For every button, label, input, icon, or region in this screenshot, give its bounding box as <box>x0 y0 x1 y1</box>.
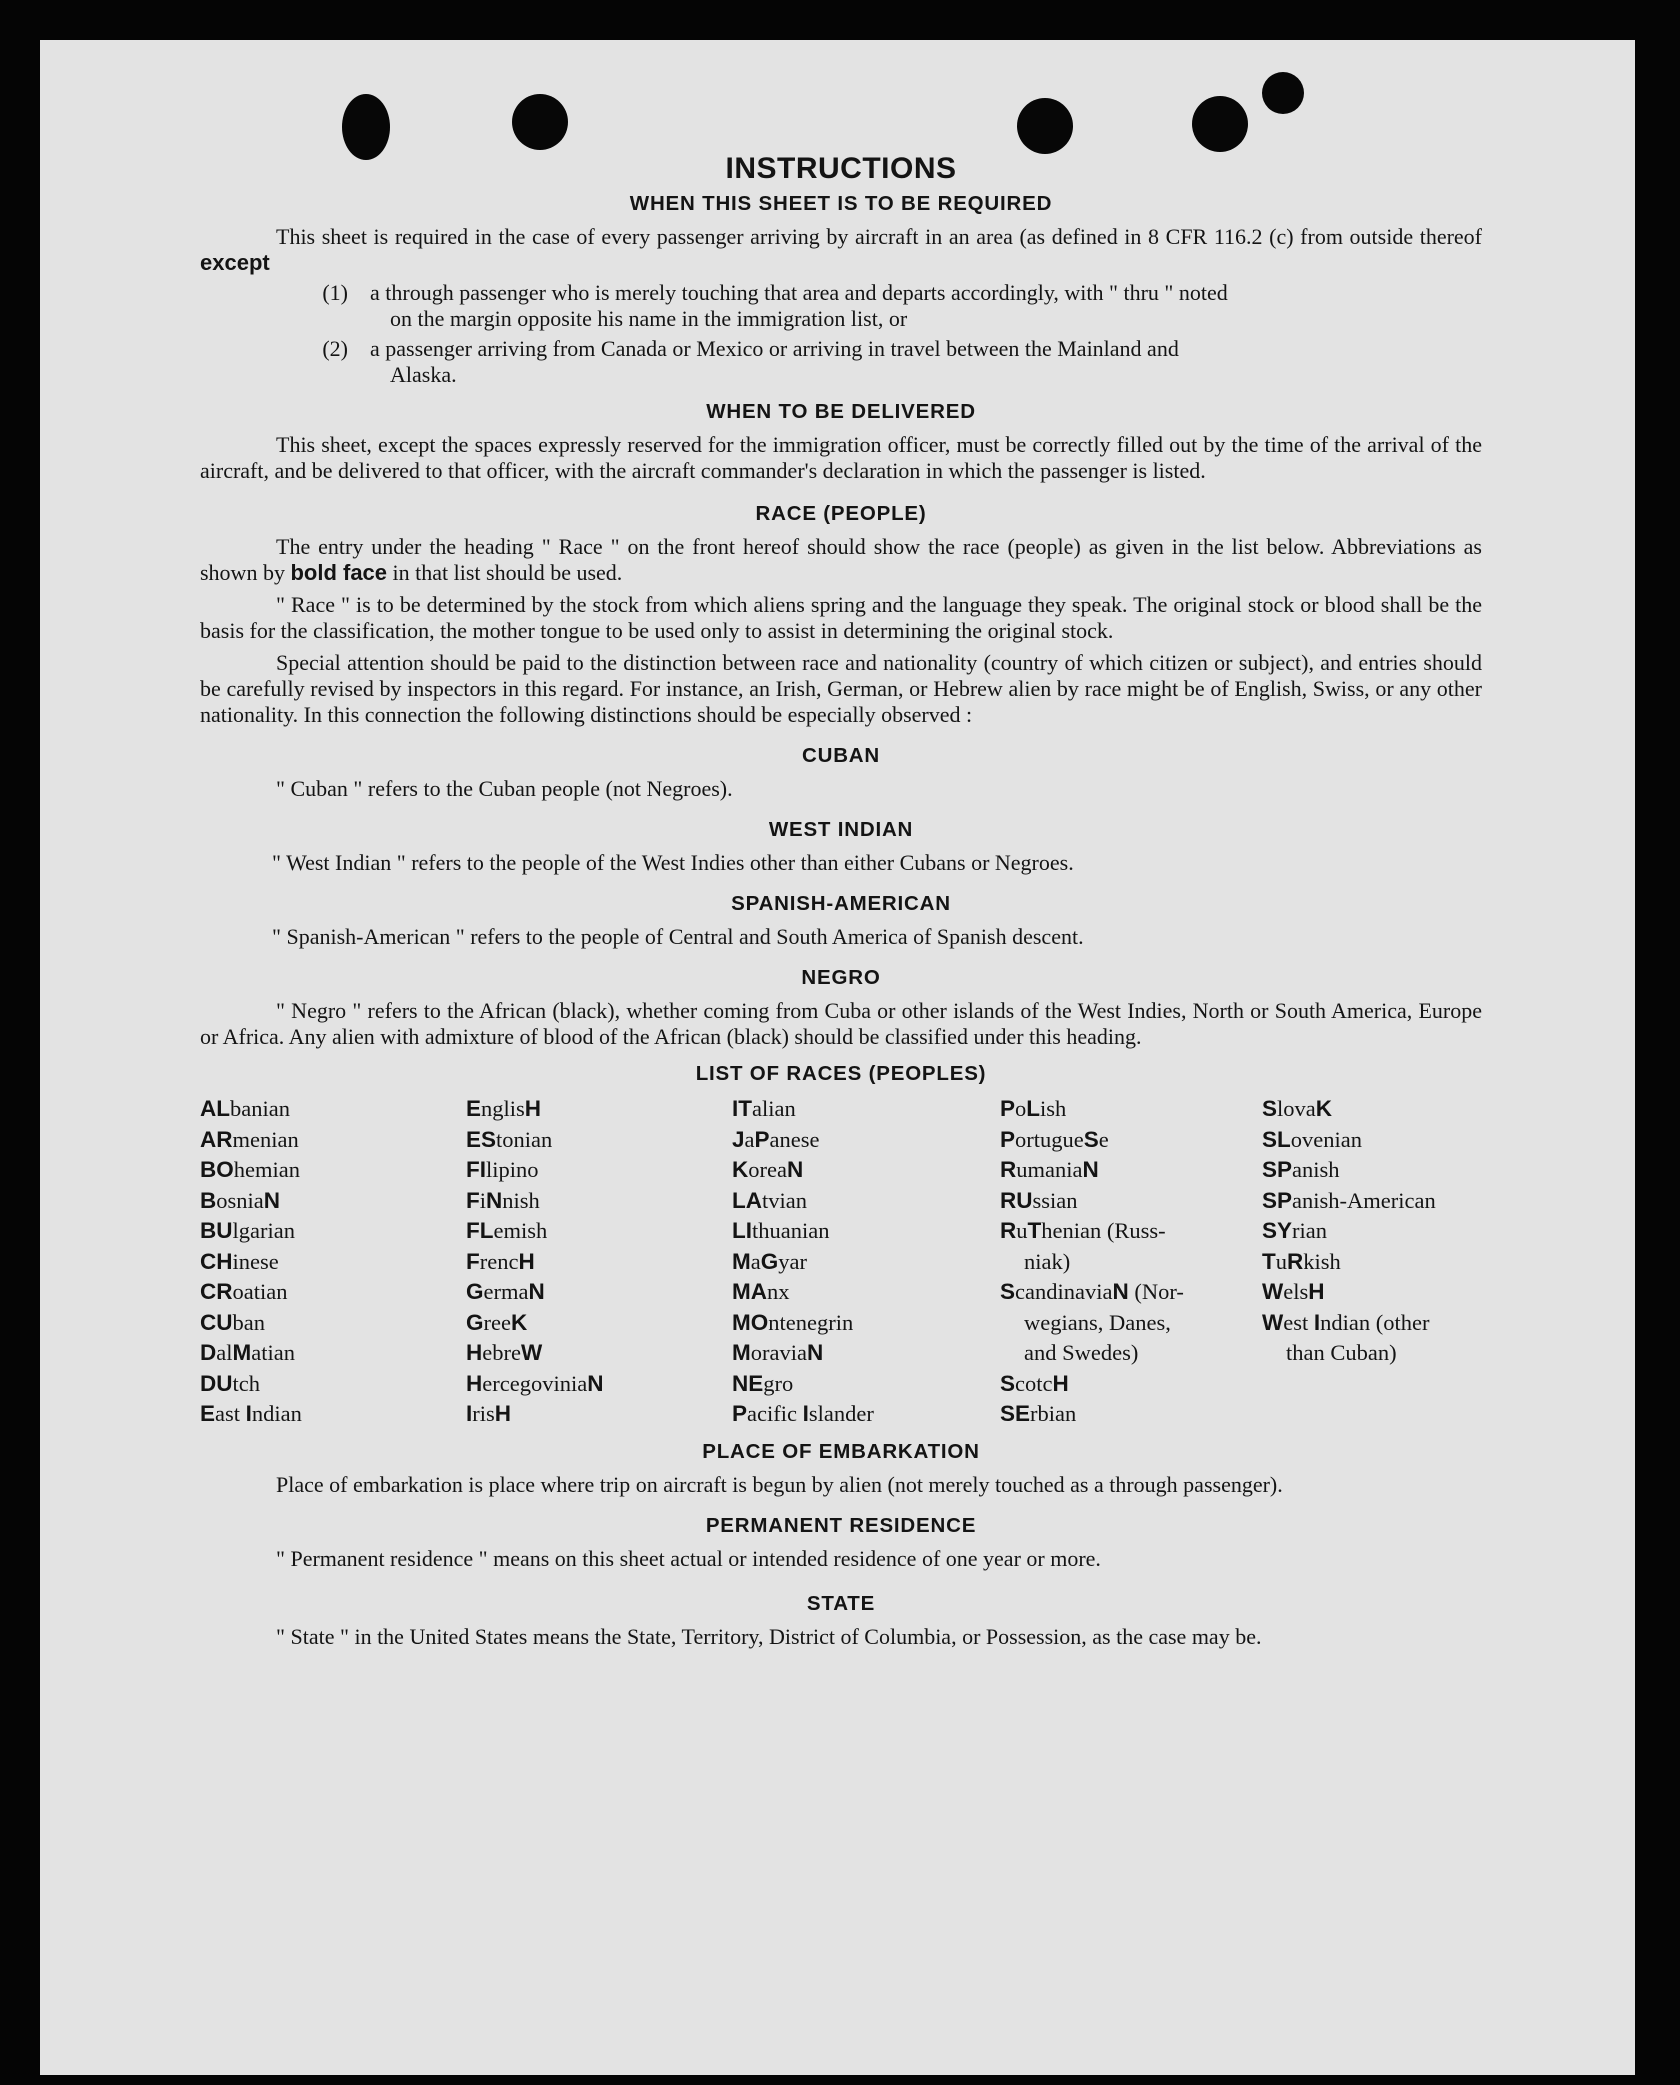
race-abbrev: I <box>1313 1309 1321 1335</box>
race-abbrev: R <box>1000 1218 1017 1243</box>
race-text: a <box>744 1126 755 1152</box>
race-entry <box>200 1186 466 1217</box>
race-text: ris <box>472 1401 495 1426</box>
race-abbrev: S <box>1000 1279 1016 1304</box>
race-text: acific <box>747 1401 803 1426</box>
race-column <box>200 1094 466 1430</box>
race-text: ast <box>215 1401 246 1426</box>
race-abbrev: J <box>732 1126 745 1152</box>
punch-hole <box>1017 98 1073 154</box>
race-text: e <box>1098 1126 1109 1152</box>
race-column <box>466 1094 732 1430</box>
race-abbrev: AL <box>200 1096 230 1121</box>
race-abbrev: MA <box>732 1279 767 1304</box>
race-entry <box>200 1094 466 1125</box>
paragraph: Special attention should be paid to the distinction between race and nationality (country of which citizen or subject), and entries should be carefully revised by inspectors in this regard. For instance, an Irish, German, or Hebrew alien by race might be of English, Swiss, or any other nationality. In this connection the following distinctions should be especially observed : <box>200 650 1482 727</box>
race-abbrev: AR <box>200 1126 233 1152</box>
list-item <box>200 280 1482 332</box>
race-entry <box>466 1155 732 1186</box>
paragraph: " Permanent residence " means on this sheet actual or intended residence of one year or more. <box>276 1545 1101 1571</box>
race-abbrev: I <box>802 1401 809 1426</box>
race-abbrev: N <box>1112 1279 1129 1304</box>
race-entry <box>466 1216 732 1247</box>
race-abbrev: CU <box>200 1309 233 1335</box>
race-abbrev: S <box>1000 1370 1016 1396</box>
race-column <box>1000 1094 1262 1430</box>
race-text: yar <box>778 1248 807 1274</box>
race-abbrev: F <box>466 1187 480 1213</box>
race-abbrev: P <box>732 1401 748 1426</box>
race-abbrev: P <box>1000 1096 1016 1121</box>
race-text: candinavia <box>1015 1279 1113 1304</box>
race-abbrev: N <box>486 1187 503 1213</box>
race-abbrev: RU <box>1000 1187 1033 1213</box>
race-abbrev: T <box>1027 1218 1042 1243</box>
race-text: els <box>1283 1279 1309 1304</box>
paragraph-text: in that list should be used. <box>392 560 623 585</box>
race-abbrev: SP <box>1262 1187 1293 1213</box>
race-abbrev: CH <box>200 1248 233 1274</box>
section-heading: LIST OF RACES (PEOPLES) <box>695 1062 987 1085</box>
race-text: u <box>1016 1218 1028 1243</box>
race-text: henian (Russ- <box>1041 1218 1166 1243</box>
race-abbrev: I <box>245 1401 252 1426</box>
item-line: a through passenger who is merely touching that area and departs accordingly, with " thru " noted <box>370 280 1228 305</box>
item-line: a passenger arriving from Canada or Mexico or arriving in travel between the Mainland and <box>370 336 1179 361</box>
paragraph: This sheet, except the spaces expressly reserved for the immigration officer, must be correctly filled out by the time of the arrival of the aircraft, and be delivered to that officer, with the aircraft commander's declaration in which the passenger is listed. <box>200 432 1482 483</box>
race-abbrev: H <box>524 1096 542 1121</box>
race-text: atian <box>251 1340 295 1365</box>
section-heading: SPANISH-AMERICAN <box>731 892 951 915</box>
race-abbrev: N <box>1082 1157 1099 1182</box>
race-text: tch <box>232 1370 260 1396</box>
race-text: nx <box>767 1279 790 1304</box>
race-entry <box>732 1186 1000 1217</box>
race-entry <box>1000 1125 1262 1156</box>
race-abbrev: SL <box>1262 1126 1291 1152</box>
race-text: lipino <box>486 1157 539 1182</box>
race-entry <box>1262 1125 1482 1156</box>
race-text: nish <box>502 1187 540 1213</box>
race-entry <box>1000 1186 1262 1217</box>
race-text: menian <box>232 1126 299 1152</box>
item-line: Alaska. <box>390 362 457 387</box>
race-abbrev: E <box>200 1401 216 1426</box>
race-entry <box>732 1125 1000 1156</box>
paragraph <box>200 534 1482 586</box>
race-abbrev: H <box>1308 1279 1325 1304</box>
race-text: ree <box>483 1309 511 1335</box>
race-text: anese <box>769 1126 820 1152</box>
race-entry <box>1000 1155 1262 1186</box>
race-abbrev: G <box>466 1279 484 1304</box>
race-abbrev: I <box>466 1401 473 1426</box>
race-entry <box>1000 1399 1262 1430</box>
race-abbrev: S <box>1083 1126 1099 1152</box>
race-entry <box>466 1369 732 1400</box>
race-text: lova <box>1277 1096 1316 1121</box>
race-text: renc <box>479 1248 519 1274</box>
race-text: rian <box>1292 1218 1327 1243</box>
section-heading: WHEN TO BE DELIVERED <box>706 400 976 423</box>
section-heading: WHEN THIS SHEET IS TO BE REQUIRED <box>629 192 1053 215</box>
paragraph: " Race " is to be determined by the stock from which aliens spring and the language they speak. The original stock or blood shall be the basis for the classification, the mother tongue to be used only to assist in determining the original stock. <box>200 592 1482 643</box>
race-abbrev: N <box>587 1370 604 1396</box>
race-abbrev: M <box>232 1340 252 1365</box>
race-entry <box>200 1125 466 1156</box>
race-text: ntenegrin <box>768 1309 854 1335</box>
section-heading: CUBAN <box>801 744 881 767</box>
section-heading: RACE (PEOPLE) <box>755 502 927 525</box>
page-title: INSTRUCTIONS <box>725 152 957 185</box>
race-abbrev: IT <box>732 1096 752 1121</box>
race-abbrev: R <box>1000 1157 1017 1182</box>
race-text: al <box>216 1340 233 1365</box>
race-entry <box>732 1216 1000 1247</box>
race-abbrev: W <box>1262 1309 1284 1335</box>
race-abbrev: LI <box>732 1218 752 1243</box>
race-text: anish-American <box>1292 1187 1436 1213</box>
race-text: gro <box>763 1370 794 1396</box>
race-entry <box>466 1247 732 1278</box>
paragraph: " Negro " refers to the African (black), whether coming from Cuba or other islands of the West Indies, North or South America, Europe or Africa. Any alien with admixture of blood of the African (black) should be classified under this heading. <box>200 998 1482 1049</box>
race-text: ban <box>232 1309 265 1335</box>
paragraph: " State " in the United States means the State, Territory, District of Columbia, or Possession, as the case may be. <box>276 1623 1262 1649</box>
race-entry <box>1262 1277 1482 1308</box>
race-entry <box>200 1155 466 1186</box>
race-abbrev: BU <box>200 1218 233 1243</box>
race-abbrev: H <box>494 1401 512 1426</box>
race-text: slander <box>808 1401 874 1426</box>
race-entry <box>732 1094 1000 1125</box>
race-abbrev: T <box>1262 1248 1276 1274</box>
race-abbrev: M <box>732 1248 751 1274</box>
race-abbrev: P <box>754 1126 770 1152</box>
race-entry <box>1262 1338 1482 1369</box>
race-abbrev: H <box>466 1340 483 1365</box>
race-abbrev: W <box>1262 1279 1284 1304</box>
race-entry <box>1000 1247 1262 1278</box>
race-abbrev: MO <box>732 1309 769 1335</box>
race-text: u <box>1275 1248 1287 1274</box>
race-text: ssian <box>1032 1187 1078 1213</box>
race-abbrev: G <box>760 1248 779 1274</box>
item-number: (1) <box>322 280 348 305</box>
punch-hole <box>1262 72 1304 114</box>
race-entry <box>732 1308 1000 1339</box>
section-heading: NEGRO <box>801 966 881 989</box>
section-heading: WEST INDIAN <box>768 818 914 841</box>
item-text <box>370 280 1482 332</box>
race-abbrev: BO <box>200 1157 234 1182</box>
race-column <box>1262 1094 1482 1430</box>
race-text: oatian <box>232 1279 288 1304</box>
section-heading: PERMANENT RESIDENCE <box>705 1513 977 1537</box>
race-abbrev: P <box>1000 1126 1016 1152</box>
race-column <box>732 1094 1000 1430</box>
race-entry <box>1000 1369 1262 1400</box>
race-text: nglis <box>481 1096 525 1121</box>
race-entry <box>200 1277 466 1308</box>
race-entry <box>1262 1155 1482 1186</box>
race-text: ish <box>1040 1096 1067 1121</box>
race-entry <box>1262 1094 1482 1125</box>
race-entry <box>1262 1247 1482 1278</box>
race-entry <box>466 1125 732 1156</box>
race-text: banian <box>230 1096 290 1121</box>
race-text: ebre <box>482 1340 521 1365</box>
race-entry <box>1000 1277 1262 1308</box>
race-text: lgarian <box>232 1218 295 1243</box>
race-abbrev: M <box>732 1340 751 1365</box>
race-text: alian <box>752 1096 796 1121</box>
item-line: on the margin opposite his name in the immigration list, or <box>390 306 908 331</box>
race-abbrev: F <box>466 1248 480 1274</box>
race-entry <box>466 1186 732 1217</box>
race-text: hemian <box>233 1157 300 1182</box>
race-abbrev: N <box>786 1157 804 1182</box>
race-entry <box>200 1308 466 1339</box>
bold-text: bold face <box>290 560 388 585</box>
race-text: a <box>750 1248 761 1274</box>
race-text: tvian <box>762 1187 807 1213</box>
race-abbrev: H <box>466 1370 483 1396</box>
race-abbrev: W <box>520 1340 543 1365</box>
race-abbrev: L <box>1026 1096 1041 1121</box>
instructions-content <box>200 150 1482 1650</box>
race-text: thuanian <box>752 1218 830 1243</box>
race-text: rbian <box>1030 1401 1077 1426</box>
race-text: i <box>479 1187 487 1213</box>
paragraph-text: The entry under the heading " Race " on the front hereof should show the race (people) as given in the list below. Abbreviations as shown by <box>200 534 1482 585</box>
race-entry <box>466 1308 732 1339</box>
race-abbrev: N <box>528 1279 545 1304</box>
race-text: ercegovinia <box>482 1370 588 1396</box>
race-abbrev: K <box>510 1309 528 1335</box>
race-abbrev: LA <box>732 1187 762 1213</box>
race-abbrev: ES <box>466 1126 497 1152</box>
paragraph: " Cuban " refers to the Cuban people (not Negroes). <box>276 776 733 801</box>
race-text: and Swedes) <box>1024 1340 1139 1365</box>
race-entry <box>466 1277 732 1308</box>
race-entry <box>732 1369 1000 1400</box>
race-abbrev: N <box>806 1340 824 1365</box>
race-entry <box>732 1155 1000 1186</box>
race-text: (Nor- <box>1128 1279 1184 1304</box>
race-text: cotc <box>1015 1370 1053 1396</box>
race-entry <box>1262 1186 1482 1217</box>
race-text: emish <box>493 1218 548 1243</box>
race-entry <box>1000 1094 1262 1125</box>
race-text: osnia <box>216 1187 264 1213</box>
race-abbrev: N <box>263 1187 280 1213</box>
race-abbrev: R <box>1287 1248 1304 1274</box>
race-list <box>200 1094 1482 1430</box>
race-text: tonian <box>496 1126 553 1152</box>
race-text: than Cuban) <box>1286 1340 1397 1365</box>
race-entry <box>732 1399 1000 1430</box>
race-text: erma <box>483 1279 529 1304</box>
paragraph: " West Indian " refers to the people of the West Indies other than either Cubans or Negroes. <box>272 850 1074 875</box>
item-text <box>370 336 1482 388</box>
race-abbrev: E <box>466 1096 482 1121</box>
race-text: inese <box>232 1248 279 1274</box>
item-number: (2) <box>322 336 348 361</box>
race-entry <box>466 1399 732 1430</box>
race-abbrev: H <box>1052 1370 1069 1396</box>
race-abbrev: B <box>200 1187 217 1213</box>
race-abbrev: SE <box>1000 1401 1031 1426</box>
race-abbrev: G <box>466 1309 484 1335</box>
race-entry <box>1000 1308 1262 1339</box>
race-text: orea <box>748 1157 787 1182</box>
section-heading: STATE <box>806 1591 876 1615</box>
bold-text: except <box>200 250 270 275</box>
race-text: ndian <box>251 1401 302 1426</box>
race-entry <box>732 1338 1000 1369</box>
race-entry <box>732 1247 1000 1278</box>
race-entry <box>1262 1308 1482 1339</box>
race-abbrev: FL <box>466 1218 494 1243</box>
race-entry <box>1000 1216 1262 1247</box>
race-abbrev: K <box>1315 1096 1333 1121</box>
race-entry <box>466 1094 732 1125</box>
race-text: o <box>1015 1096 1027 1121</box>
list-item <box>200 336 1482 388</box>
race-entry <box>200 1216 466 1247</box>
race-entry <box>466 1338 732 1369</box>
race-entry <box>200 1369 466 1400</box>
race-text: umania <box>1016 1157 1083 1182</box>
race-entry <box>200 1338 466 1369</box>
race-abbrev: NE <box>732 1370 764 1396</box>
race-entry <box>200 1247 466 1278</box>
race-text: oravia <box>750 1340 807 1365</box>
race-text: ndian (other <box>1320 1309 1430 1335</box>
race-entry <box>1000 1338 1262 1369</box>
paragraph: Place of embarkation is place where trip on aircraft is begun by alien (not merely touched as a through passenger). <box>276 1471 1283 1497</box>
race-text: niak) <box>1024 1248 1071 1274</box>
race-abbrev: FI <box>466 1157 486 1182</box>
race-abbrev: DU <box>200 1370 233 1396</box>
race-abbrev: SY <box>1262 1218 1293 1243</box>
paragraph: " Spanish-American " refers to the people of Central and South America of Spanish descent. <box>272 924 1084 949</box>
race-text: ovenian <box>1290 1126 1362 1152</box>
race-text: ortugue <box>1015 1126 1084 1152</box>
race-text: wegians, Danes, <box>1024 1309 1171 1335</box>
paragraph-text: This sheet is required in the case of every passenger arriving by aircraft in an area (as defined in 8 CFR 116.2 (c) from outside thereof <box>276 224 1482 249</box>
race-text: anish <box>1292 1157 1340 1182</box>
race-entry <box>200 1399 466 1430</box>
punch-hole <box>512 94 568 150</box>
paragraph <box>200 224 1482 276</box>
race-text: kish <box>1303 1248 1341 1274</box>
race-abbrev: S <box>1262 1096 1278 1121</box>
race-entry <box>1262 1216 1482 1247</box>
race-abbrev: SP <box>1262 1157 1293 1182</box>
race-abbrev: D <box>200 1340 217 1365</box>
section-heading: PLACE OF EMBARKATION <box>702 1439 980 1463</box>
race-abbrev: CR <box>200 1279 233 1304</box>
punch-hole <box>1192 96 1248 152</box>
race-abbrev: H <box>518 1248 535 1274</box>
race-abbrev: K <box>732 1157 749 1182</box>
race-text: est <box>1283 1309 1314 1335</box>
race-entry <box>732 1277 1000 1308</box>
